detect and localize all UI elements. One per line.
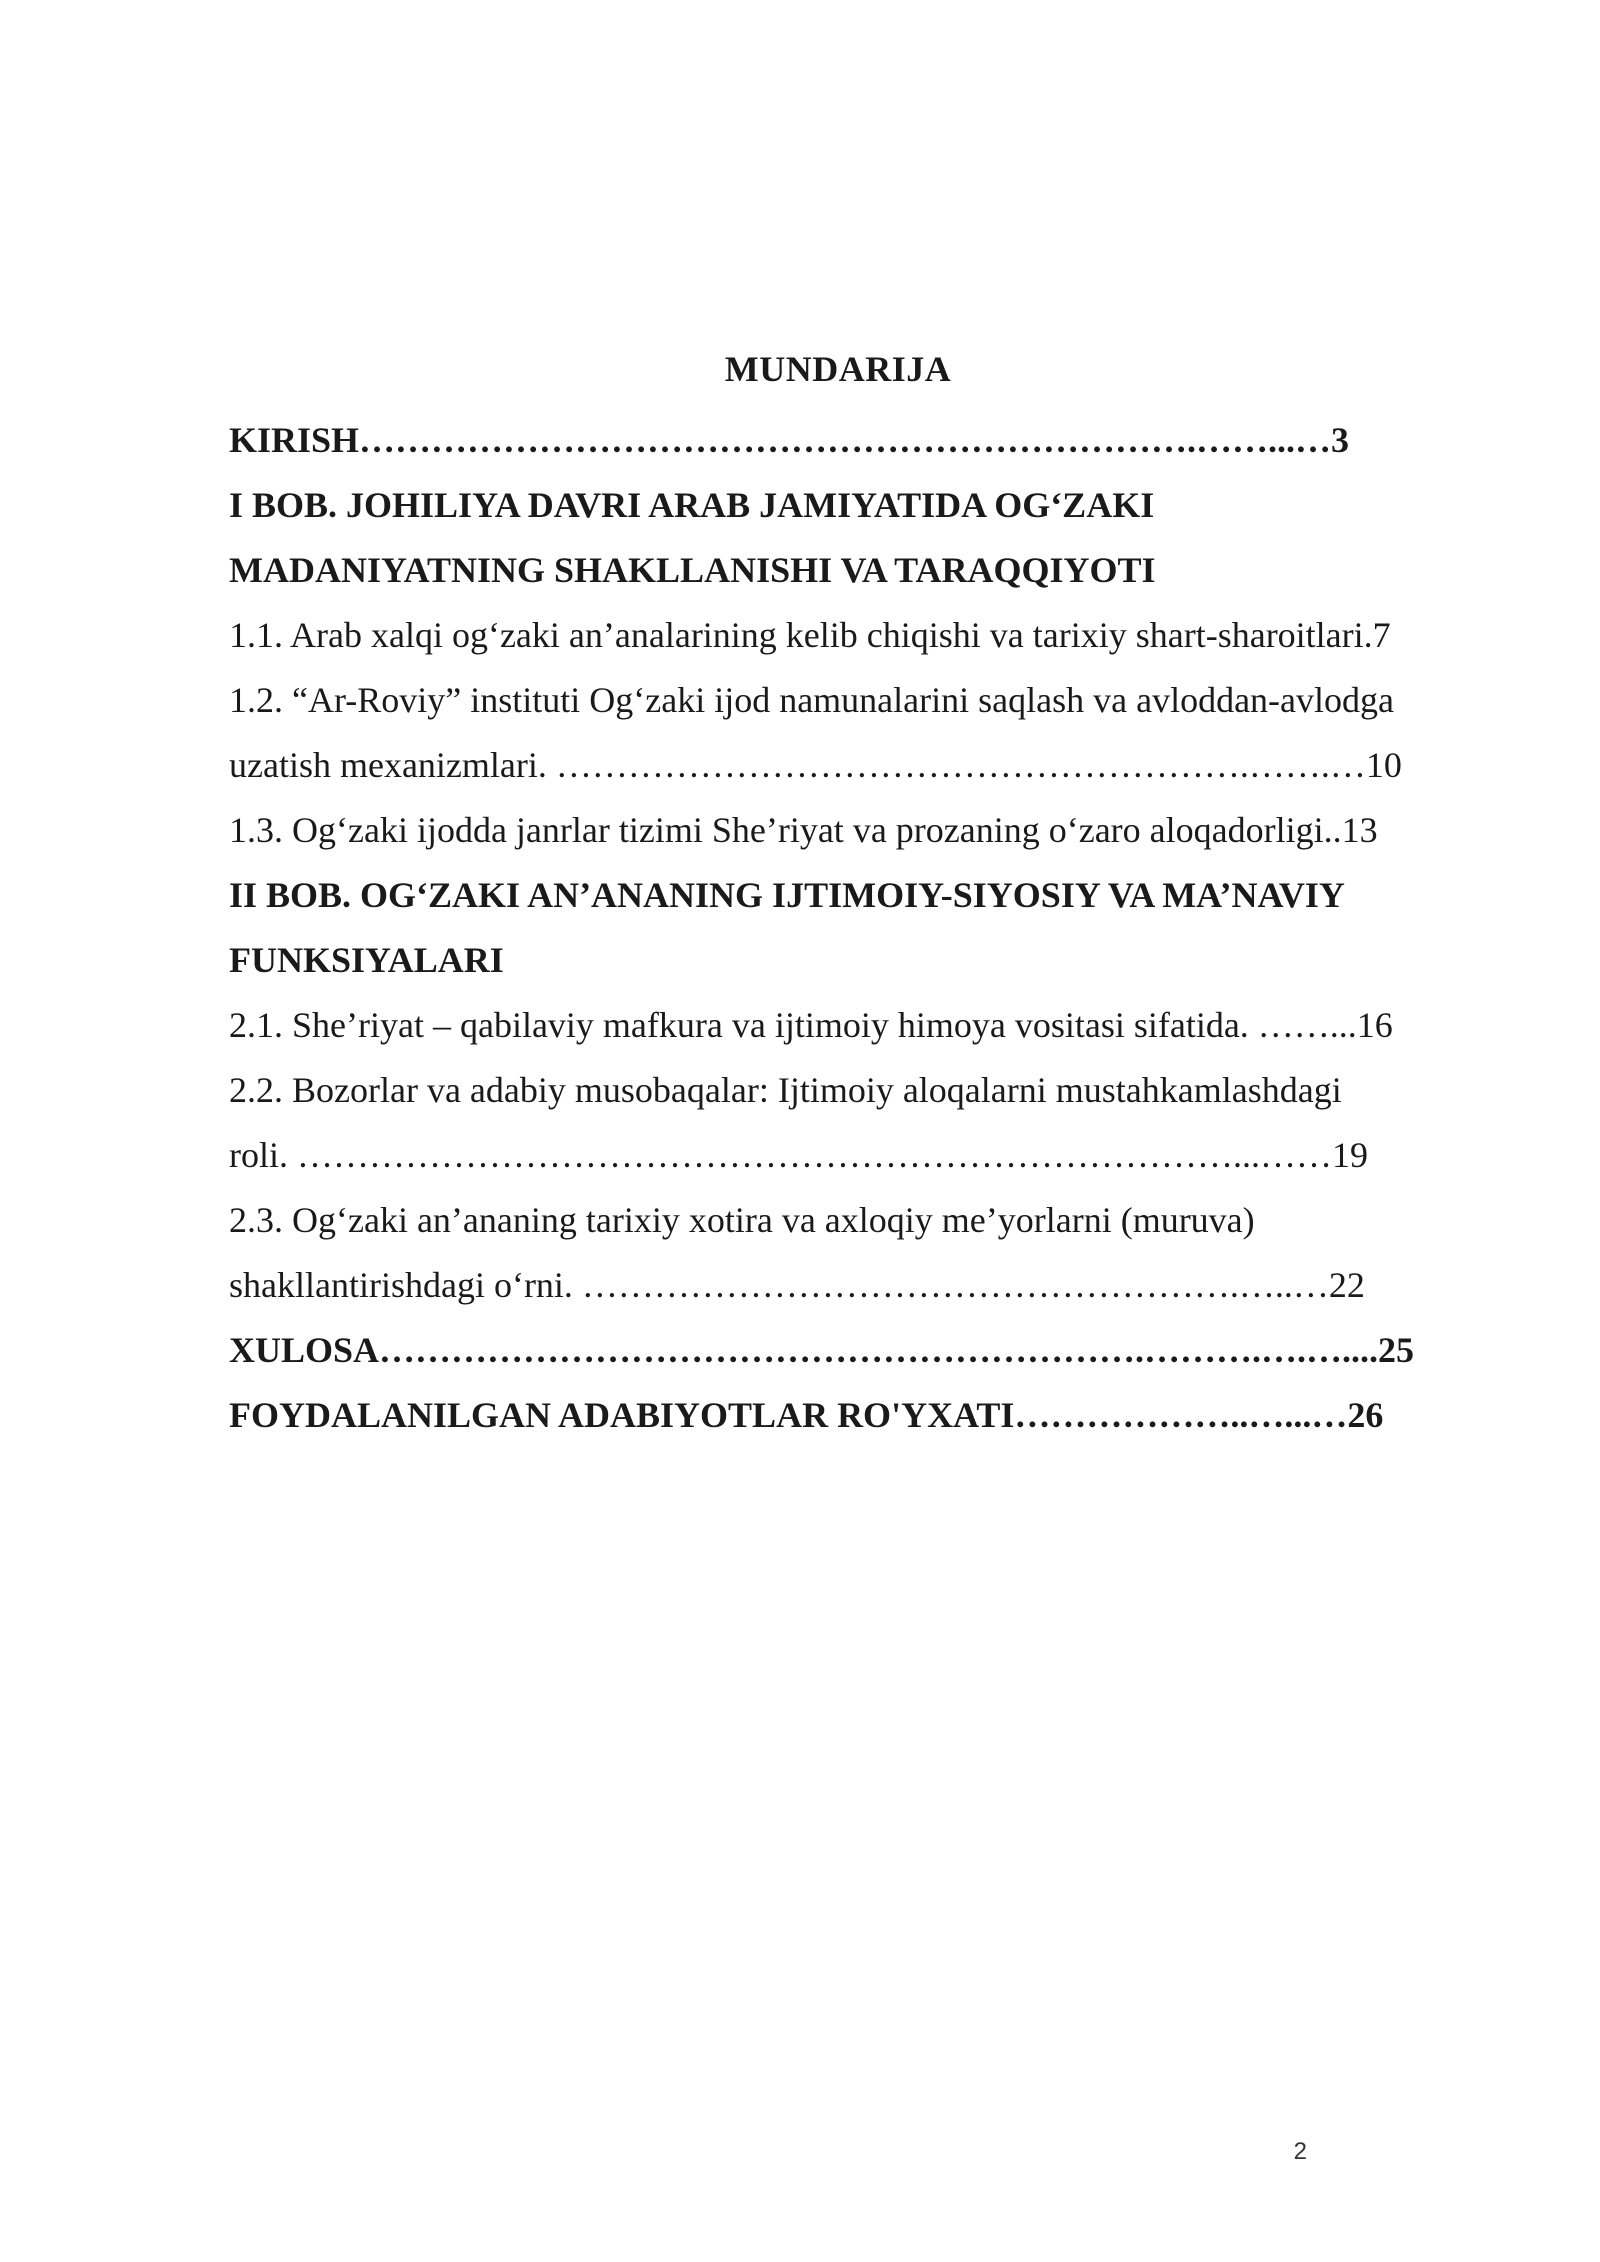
toc-line: 1.3. Og‘zaki ijodda janrlar tizimi She’riyat va prozaning o‘zaro aloqadorligi..13 <box>229 810 1378 850</box>
toc-line: 1.2. “Ar-Roviy” instituti Og‘zaki ijod namunalarini saqlash va avloddan-avlodga <box>229 680 1394 720</box>
toc-line: II BOB. OG‘ZAKI AN’ANANING IJTIMOIY-SIYOSIY VA MA’NAVIY <box>229 875 1345 915</box>
table-of-contents <box>229 408 1449 1448</box>
toc-line: 1.1. Arab xalqi og‘zaki an’analarining kelib chiqishi va tarixiy shart-sharoitlari.7 <box>229 615 1391 655</box>
toc-line: KIRISH…………………………………………………………….……...…3 <box>229 420 1350 460</box>
toc-line: uzatish mexanizmlari. ………………………………………………….…….…10 <box>229 745 1402 785</box>
toc-line: FUNKSIYALARI <box>229 940 504 980</box>
toc-line: 2.3. Og‘zaki an’ananing tarixiy xotira va axloqiy me’yorlarni (muruva) <box>229 1200 1255 1240</box>
toc-line: 2.2. Bozorlar va adabiy musobaqalar: Ijtimoiy aloqalarni mustahkamlashdagi <box>229 1070 1342 1110</box>
toc-line: roli. ……………………………………………………………………...……19 <box>229 1135 1368 1175</box>
toc-line: XULOSA……………………………………………………….……….….…....25 <box>229 1330 1415 1370</box>
toc-line: I BOB. JOHILIYA DAVRI ARAB JAMIYATIDA OG‘ZAKI <box>229 485 1155 525</box>
toc-line: shakllantirishdagi o‘rni. ……………………………………………….…..…22 <box>229 1265 1365 1305</box>
toc-line: MADANIYATNING SHAKLLANISHI VA TARAQQIYOTI <box>229 550 1156 590</box>
toc-title: MUNDARIJA <box>724 349 952 389</box>
toc-line: 2.1. She’riyat – qabilaviy mafkura va ijtimoiy himoya vositasi sifatida. ……...16 <box>229 1005 1393 1045</box>
page-number: 2 <box>1293 2138 1307 2165</box>
toc-line: FOYDALANILGAN ADABIYOTLAR RO'YXATI………………..…...…26 <box>229 1395 1384 1435</box>
